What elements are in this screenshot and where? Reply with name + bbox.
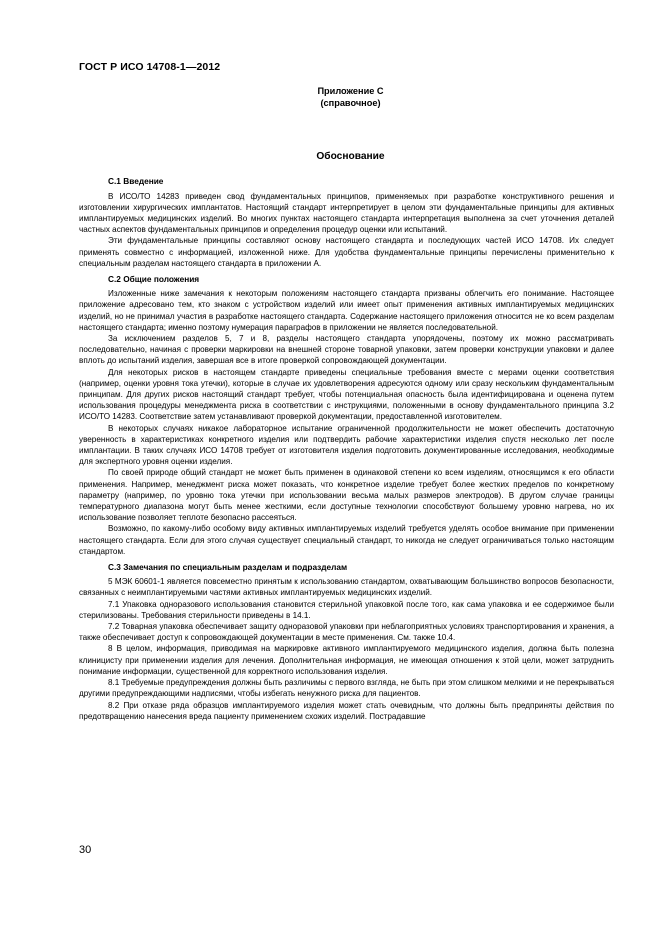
annex-heading	[0, 85, 661, 109]
paragraph: По своей природе общий стандарт не может быть применен в одинаковой степени ко всем изделиям, относящимся к его области применения. Например, менеджмент риска может показать, что конкретное изделие требует более жестких пределов по конкретному параметру (например, по уровню тока утечки при использовании весьма малых размеров электродов). В другом случае границы температурного диапазона могут быть менее жесткими, если доступные технологии способствуют большему уровню нагрева, но их использование позволяет теплоте безопасно рассеяться.	[79, 468, 614, 523]
paragraph: 7.2 Товарная упаковка обеспечивает защиту одноразовой упаковки при неблагоприятных условиях транспортирования и хранения, а также обеспечивает доступ к сопровождающей документации в месте применения. См. также 10.4.	[79, 622, 614, 643]
paragraph: 8 В целом, информация, приводимая на маркировке активного имплантируемого медицинского изделия, должна быть полезна клиницисту при применении изделия для лечения. Дополнительная информация, не имеющая отношения к этой цели, может затруднить понимание информации, существенной для корректного использования изделия.	[79, 644, 614, 676]
paragraph: 8.1 Требуемые предупреждения должны быть различимы с первого взгляда, не быть при этом слишком мелкими и не перекрываться другими предупреждающими надписями, чтобы избегать ненужного риска для пациентов.	[79, 678, 614, 699]
paragraph: Эти фундаментальные принципы составляют основу настоящего стандарта и последующих частей ИСО 14708. Их следует применять совместно с информацией, изложенной ниже. Для удобства фундаментальные принципы перечислены применительно к специальным разделам настоящего стандарта в приложении А.	[79, 236, 614, 268]
paragraph: 5 МЭК 60601-1 является повсеместно принятым к использованию стандартом, охватывающим большинство вопросов безопасности, связанных с неимплантируемыми частями активных имплантируемых медицинских изделий.	[79, 577, 614, 598]
paragraph: Возможно, по какому-либо особому виду активных имплантируемых изделий требуется уделять особое внимание при применении настоящего стандарта. Если для этого случая существует специальный стандарт, то никогда не следует ограничиваться только настоящим стандартом.	[79, 524, 614, 556]
section-heading-c3: С.3 Замечания по специальным разделам и подразделам	[108, 561, 348, 572]
document-header: ГОСТ Р ИСО 14708-1—2012	[79, 61, 221, 73]
annex-label: Приложение С	[317, 86, 384, 96]
paragraph: Для некоторых рисков в настоящем стандарте приведены специальные требования вместе с мерами оценки соответствия (например, оценки уровня тока утечки), которые в случае их удовлетворения адресуются одному или сразу нескольким фундаментальным принципам. Для других рисков настоящий стандарт требует, чтобы потенциальная опасность была идентифицирована и оценена путем использования процедуры менеджмента риска в соответствии с инструкциями, положенными в основу фундаментального принципа 3.2 ИСО/ТО 14283. Соответствие затем устанавливают проверкой документации, предоставленной изготовителем.	[79, 367, 614, 422]
annex-type: (справочное)	[320, 98, 381, 108]
paragraph: За исключением разделов 5, 7 и 8, разделы настоящего стандарта упорядочены, поэтому их можно рассматривать последовательно, начиная с проверки маркировки на внешней стороне товарной упаковки, затем проверки конструкции упаковки и далее вплоть до испытаний изделия, завершая все в итоге проверкой сопровождающей документации.	[79, 334, 614, 366]
paragraph: В некоторых случаях никакое лабораторное испытание ограниченной продолжительности не может обеспечить достаточную уверенность в характеристиках конкретного изделия или подтвердить рабочие характеристики изделия спустя несколько лет после имплантации. В таких случаях ИСО 14708 требует от изготовителя изделия подготовить документированные исследования, необходимые для экспертного уровня оценки изделия.	[79, 423, 614, 467]
paragraph: 8.2 При отказе ряда образцов имплантируемого изделия может стать очевидным, что должны быть предприняты действия по предотвращению нанесения вреда пациенту применением схожих изделий. Пострадавшие	[79, 700, 614, 721]
paragraph: Изложенные ниже замечания к некоторым положениям настоящего стандарта призваны облегчить его понимание. Настоящее приложение адресовано тем, кто знаком с устройством изделий или имеет опыт применения активных имплантируемых медицинских изделий, но не принимал участия в разработке настоящего стандарта. Содержание настоящего приложения относится не ко всем разделам настоящего стандарта; именно поэтому нумерация параграфов в приложении не является последовательной.	[79, 289, 614, 332]
annex-title: Обоснование	[316, 151, 385, 162]
paragraph: 7.1 Упаковка одноразового использования становится стерильной упаковкой после того, как сама упаковка и ее содержимое были стерилизованы. Требования стерильности приведены в 14.1.	[79, 599, 614, 620]
paragraph: В ИСО/ТО 14283 приведен свод фундаментальных принципов, применяемых при разработке конструктивного решения и изготовлении хирургических имплантатов. Настоящий стандарт интерпретирует в целом эти фундаментальные принципы для активных имплантируемых медицинских изделий. Во многих пунктах настоящего стандарта интерпретация выполнена за счет уточнения деталей частных аспектов фундаментальных принципов и определения процедур оценки или испытаний.	[79, 191, 614, 235]
document-body	[79, 176, 614, 722]
section-heading-c1: С.1 Введение	[108, 176, 164, 186]
page-number: 30	[79, 844, 92, 856]
section-heading-c2: С.2 Общие положения	[108, 273, 200, 284]
